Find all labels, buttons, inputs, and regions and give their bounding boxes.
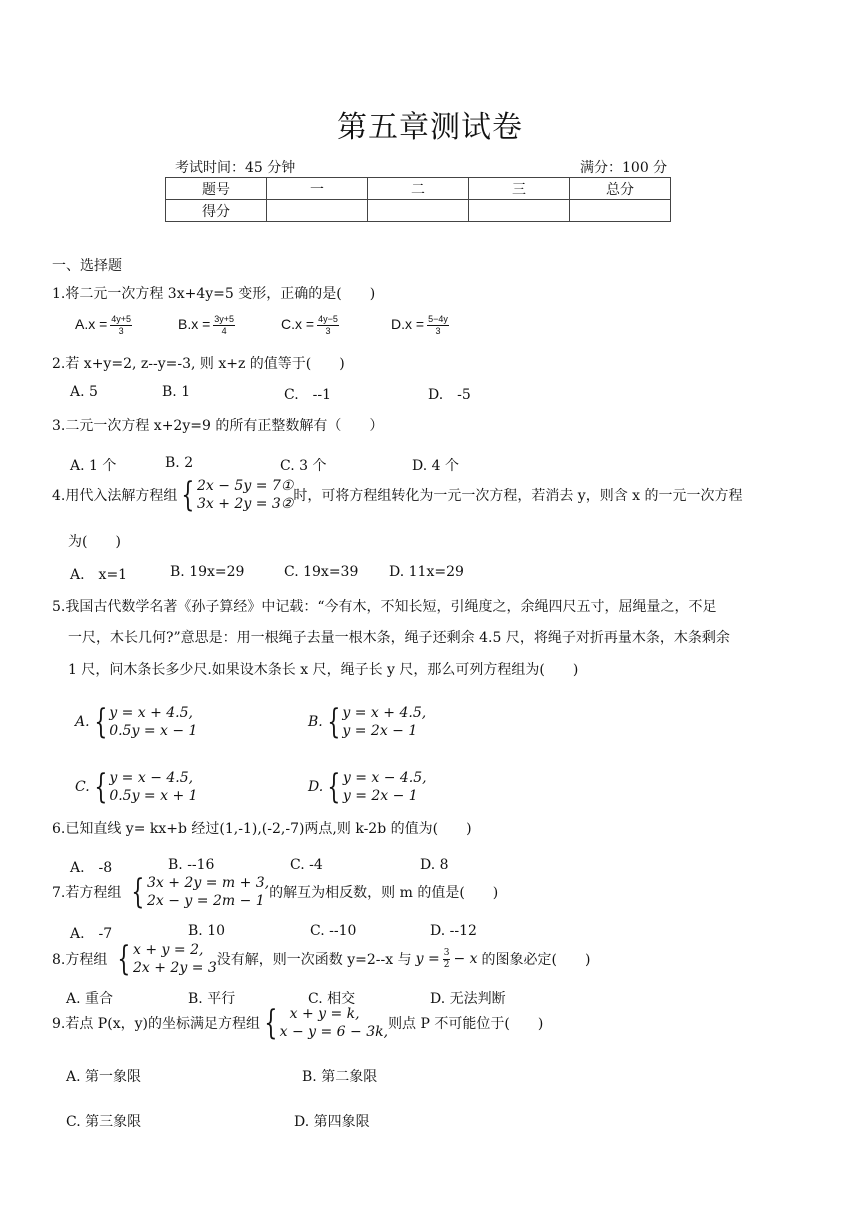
question-6-option-c[interactable]: C. -4 [290, 857, 323, 873]
option-label: A. [75, 714, 90, 730]
stem-text: 4.用代入法解方程组 [52, 488, 178, 504]
score-table-cell: 三 [469, 178, 570, 200]
question-7-option-b[interactable]: B. 10 [188, 923, 226, 939]
question-4-option-d[interactable]: D. 11x=29 [389, 564, 464, 580]
question-4-stem [52, 477, 743, 513]
question-1-option-c[interactable] [281, 314, 339, 337]
question-9-stem [52, 1005, 543, 1041]
stem-text: 9.若点 P(x，y)的坐标满足方程组 [52, 1016, 260, 1032]
equation-system [177, 477, 293, 513]
score-table-row [166, 200, 671, 222]
page-title: 第五章测试卷 [337, 110, 523, 145]
equation: 3x + 2y = 3② [197, 496, 294, 512]
fraction: $\frac{4y+5}{3}$ [111, 314, 132, 336]
question-7-stem [52, 874, 498, 910]
brace-icon: { [131, 872, 145, 912]
question-2-option-b[interactable]: B. 1 [162, 384, 191, 400]
score-input-cell[interactable] [469, 200, 570, 222]
score-table-cell: 总分 [570, 178, 671, 200]
brace-icon: { [327, 767, 341, 807]
score-table-cell: 一 [267, 178, 368, 200]
question-5-option-d[interactable] [308, 769, 427, 805]
option-label: C. [75, 779, 90, 795]
question-8-option-c[interactable]: C. 相交 [308, 991, 356, 1007]
question-5-stem-line3: 1 尺，问木条长多少尺.如果设木条长 x 尺，绳子长 y 尺，那么可列方程组为( ) [68, 662, 579, 678]
fraction: $\frac{5-4y}{3}$ [428, 314, 448, 336]
question-4-option-c[interactable]: C. 19x=39 [284, 564, 359, 580]
question-5-option-b[interactable] [308, 704, 426, 740]
brace-icon: { [93, 702, 107, 742]
equation: y = 2x − 1 [342, 788, 418, 804]
question-2-option-d[interactable]: D. -5 [428, 387, 471, 403]
equation: y = x − 4.5, [342, 770, 427, 786]
equation: x − y = 6 − 3k, [279, 1024, 389, 1040]
brace-icon: { [327, 702, 341, 742]
question-9-option-b[interactable]: B. 第二象限 [302, 1069, 378, 1085]
full-score: 满分：100 分 [580, 160, 668, 176]
question-4-option-a[interactable]: A. x=1 [70, 567, 128, 583]
stem-text: 的图象必定( ) [481, 952, 591, 968]
stem-text: 时，可将方程组转化为一元一次方程，若消去 y，则含 x 的一元一次方程 [293, 488, 743, 504]
question-5-stem-line1: 5.我国古代数学名著《孙子算经》中记载：“今有木，不知长短，引绳度之，余绳四尺五寸，屈绳量之，不足 [52, 599, 717, 615]
fraction: $\frac{4y-5}{3}$ [318, 314, 338, 336]
score-table-cell: 题号 [166, 178, 267, 200]
equation: 0.5y = x + 1 [109, 788, 198, 804]
option-label: A.x = [75, 316, 108, 333]
equation: 2x + 2y = 3 [133, 960, 217, 976]
question-4-stem-cont: 为( ) [68, 534, 121, 550]
option-label: B.x = [178, 316, 211, 333]
score-table-header-row [166, 178, 671, 200]
question-8-option-a[interactable]: A. 重合 [66, 991, 114, 1007]
question-8-stem [52, 941, 590, 977]
equation: x + y = 2, [133, 942, 204, 958]
question-7-option-a[interactable]: A. -7 [70, 926, 113, 942]
stem-text: 则点 P 不可能位于( ) [388, 1016, 544, 1032]
stem-text: 8.方程组 [52, 952, 108, 968]
exam-time: 考试时间：45 分钟 [175, 160, 296, 176]
question-2-option-a[interactable]: A. 5 [70, 384, 98, 400]
question-3-option-b[interactable]: B. 2 [165, 455, 194, 471]
score-table [165, 177, 671, 222]
score-input-cell[interactable] [267, 200, 368, 222]
option-label: D. [308, 779, 324, 795]
question-6-option-d[interactable]: D. 8 [420, 857, 449, 873]
score-input-cell[interactable] [570, 200, 671, 222]
question-3-option-a[interactable]: A. 1 个 [70, 458, 117, 474]
question-5-option-c[interactable] [75, 769, 198, 805]
question-3-option-d[interactable]: D. 4 个 [412, 458, 459, 474]
section-heading: 一、选择题 [52, 258, 122, 274]
equation: y = 2x − 1 [342, 723, 418, 739]
question-6-option-b[interactable]: B. --16 [168, 857, 215, 873]
option-label: B. [308, 714, 323, 730]
score-input-cell[interactable] [368, 200, 469, 222]
option-label: D.x = [391, 316, 425, 333]
score-table-cell: 得分 [166, 200, 267, 222]
question-9-option-a[interactable]: A. 第一象限 [66, 1069, 142, 1085]
equation: 3x + 2y = m + 3, [147, 875, 270, 891]
question-1-option-d[interactable] [391, 314, 449, 337]
question-8-option-d[interactable]: D. 无法判断 [430, 991, 506, 1007]
question-9-option-d[interactable]: D. 第四象限 [294, 1114, 370, 1130]
equation: 2x − y = 2m − 1 [147, 893, 265, 909]
question-6-stem: 6.已知直线 y= kx+b 经过(1,-1),(-2,-7)两点,则 k-2b 的值为( ) [52, 821, 472, 837]
equation: x + y = k, [289, 1006, 360, 1022]
question-6-option-a[interactable]: A. -8 [70, 860, 113, 876]
question-3-stem: 3.二元一次方程 x+2y=9 的所有正整数解有（ ） [52, 418, 384, 434]
equation: y = x − 4.5, [109, 770, 194, 786]
equation: 0.5y = x − 1 [109, 723, 198, 739]
stem-text: 没有解，则一次函数 y=2--x 与 [216, 952, 412, 968]
brace-icon: { [117, 939, 131, 979]
stem-text: 7.若方程组 [52, 885, 122, 901]
question-1-option-b[interactable] [178, 314, 235, 337]
question-2-option-c[interactable]: C. --1 [284, 387, 332, 403]
equation: 2x − 5y = 7① [197, 478, 294, 494]
question-5-stem-line2: 一尺，木长几何?”意思是：用一根绳子去量一根木条，绳子还剩余 4.5 尺，将绳子对折再量木条，木条剩余 [68, 630, 730, 646]
stem-text: 的解互为相反数，则 m 的值是( ) [269, 885, 499, 901]
equation: y = x + 4.5, [109, 705, 193, 721]
question-7-option-d[interactable]: D. --12 [430, 923, 477, 939]
question-9-option-c[interactable]: C. 第三象限 [66, 1114, 142, 1130]
brace-icon: { [181, 475, 195, 515]
question-3-option-c[interactable]: C. 3 个 [280, 458, 327, 474]
question-7-option-c[interactable]: C. --10 [310, 923, 357, 939]
brace-icon: { [264, 1003, 278, 1043]
function-expression: y = $\frac{3}{2}$ − x [415, 947, 478, 970]
score-table-cell: 二 [368, 178, 469, 200]
question-1-stem: 1.将二元一次方程 3x+4y=5 变形，正确的是( ) [52, 286, 376, 302]
question-2-stem: 2.若 x+y=2, z--y=-3, 则 x+z 的值等于( ) [52, 356, 345, 372]
question-5-option-a[interactable] [75, 704, 197, 740]
brace-icon: { [94, 767, 107, 807]
question-8-option-b[interactable]: B. 平行 [188, 991, 236, 1007]
fraction: $\frac{3y+5}{4}$ [214, 314, 235, 336]
equation: y = x + 4.5, [342, 705, 427, 721]
question-1-option-a[interactable] [75, 314, 132, 337]
question-4-option-b[interactable]: B. 19x=29 [170, 564, 245, 580]
option-label: C.x = [281, 316, 315, 333]
